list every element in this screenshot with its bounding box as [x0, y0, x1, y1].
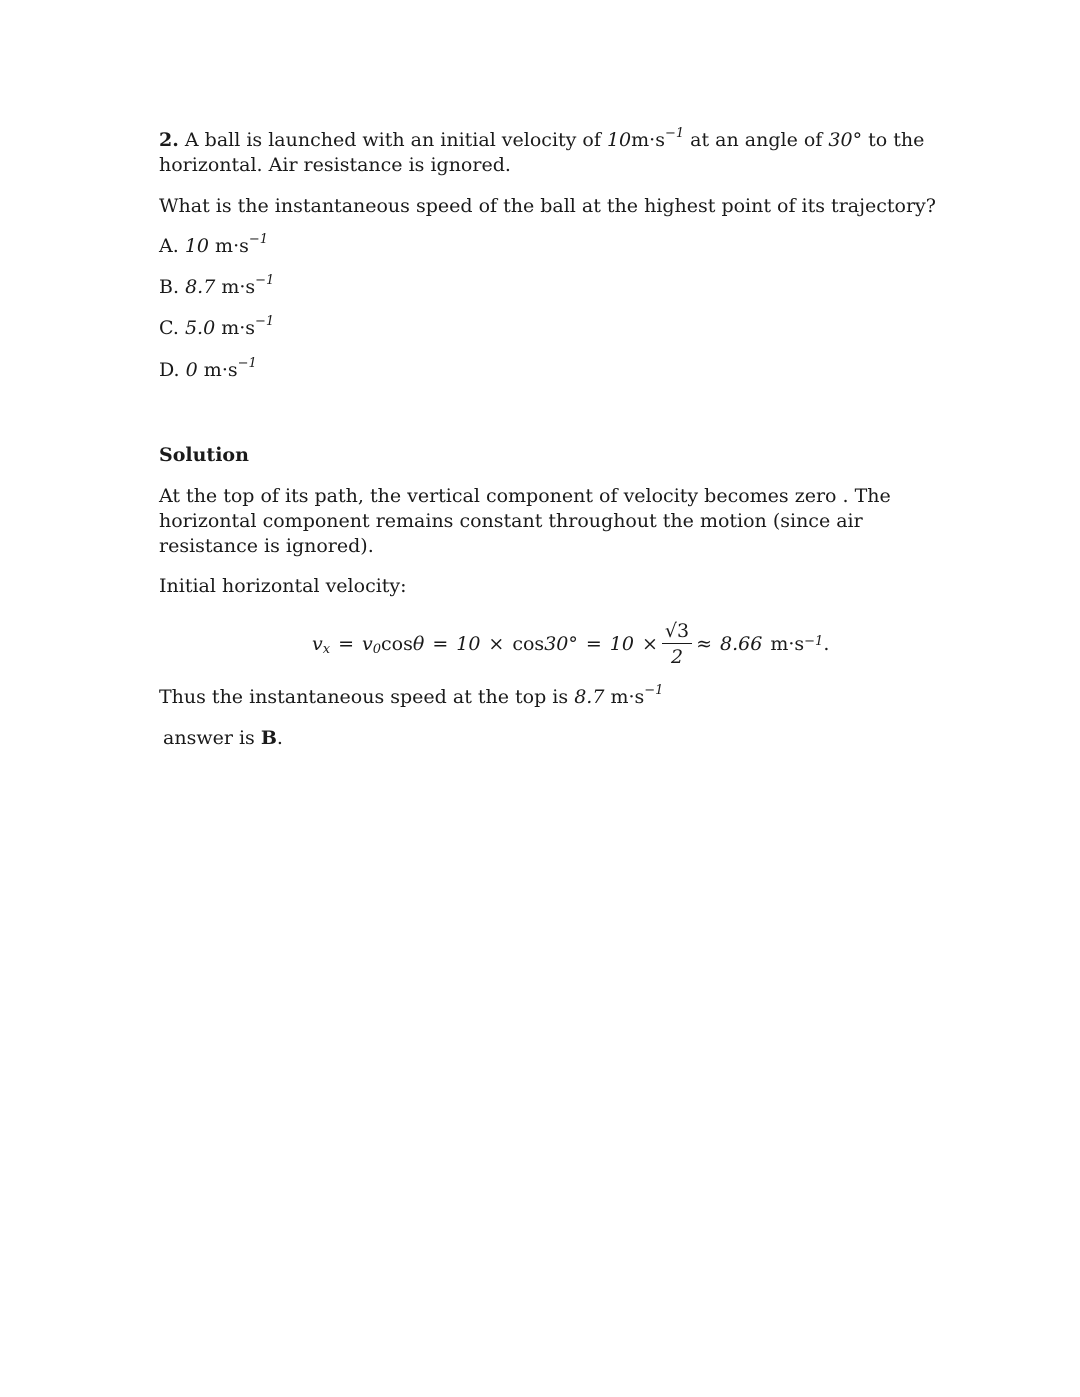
conclusion: Thus the instantaneous speed at the top is 8.7 $m\cdot s^{-1}$ [159, 682, 664, 708]
question-statement [159, 125, 939, 178]
answer-letter: B [260, 727, 277, 749]
sqrt3-over-2-fraction: $\frac{√3}{2}$ [662, 620, 692, 668]
question-number: 2. [159, 129, 179, 151]
velocity-formula: v x = v 0 cos θ = 10 × cos 30° = 10 × $\frac{√3}{2}$ ≈ 8.66 m·s $^{-1}$ . [312, 620, 830, 668]
option-d: D. 0 $m\cdot s^{-1}$ [159, 355, 257, 381]
question-text-3: to the horizontal. Air resistance is ignored. [159, 129, 925, 176]
option-b: B. 8.7 $m\cdot s^{-1}$ [159, 272, 275, 298]
solution-heading: Solution [159, 444, 249, 466]
angle-value: 30° [828, 129, 863, 151]
option-a: A. 10 $m\cdot s^{-1}$ [159, 231, 269, 257]
formula-intro: Initial horizontal velocity: [159, 575, 407, 597]
velocity-unit: m·s [631, 129, 665, 151]
question-text-1: A ball is launched with an initial velocity of [184, 129, 601, 151]
velocity-unit-exponent: −1 [664, 125, 685, 141]
question-prompt: What is the instantaneous speed of the ball at the highest point of its trajectory? [159, 195, 936, 217]
final-answer: answer is B. [163, 727, 283, 749]
solution-paragraph: At the top of its path, the vertical component of velocity becomes zero . The horizontal component remains constant throughout the motion (since air resistance is ignored). [159, 485, 891, 557]
question-text-2: at an angle of [690, 129, 823, 151]
option-c: C. 5.0 $m\cdot s^{-1}$ [159, 313, 275, 339]
velocity-value: 10 [606, 129, 632, 151]
